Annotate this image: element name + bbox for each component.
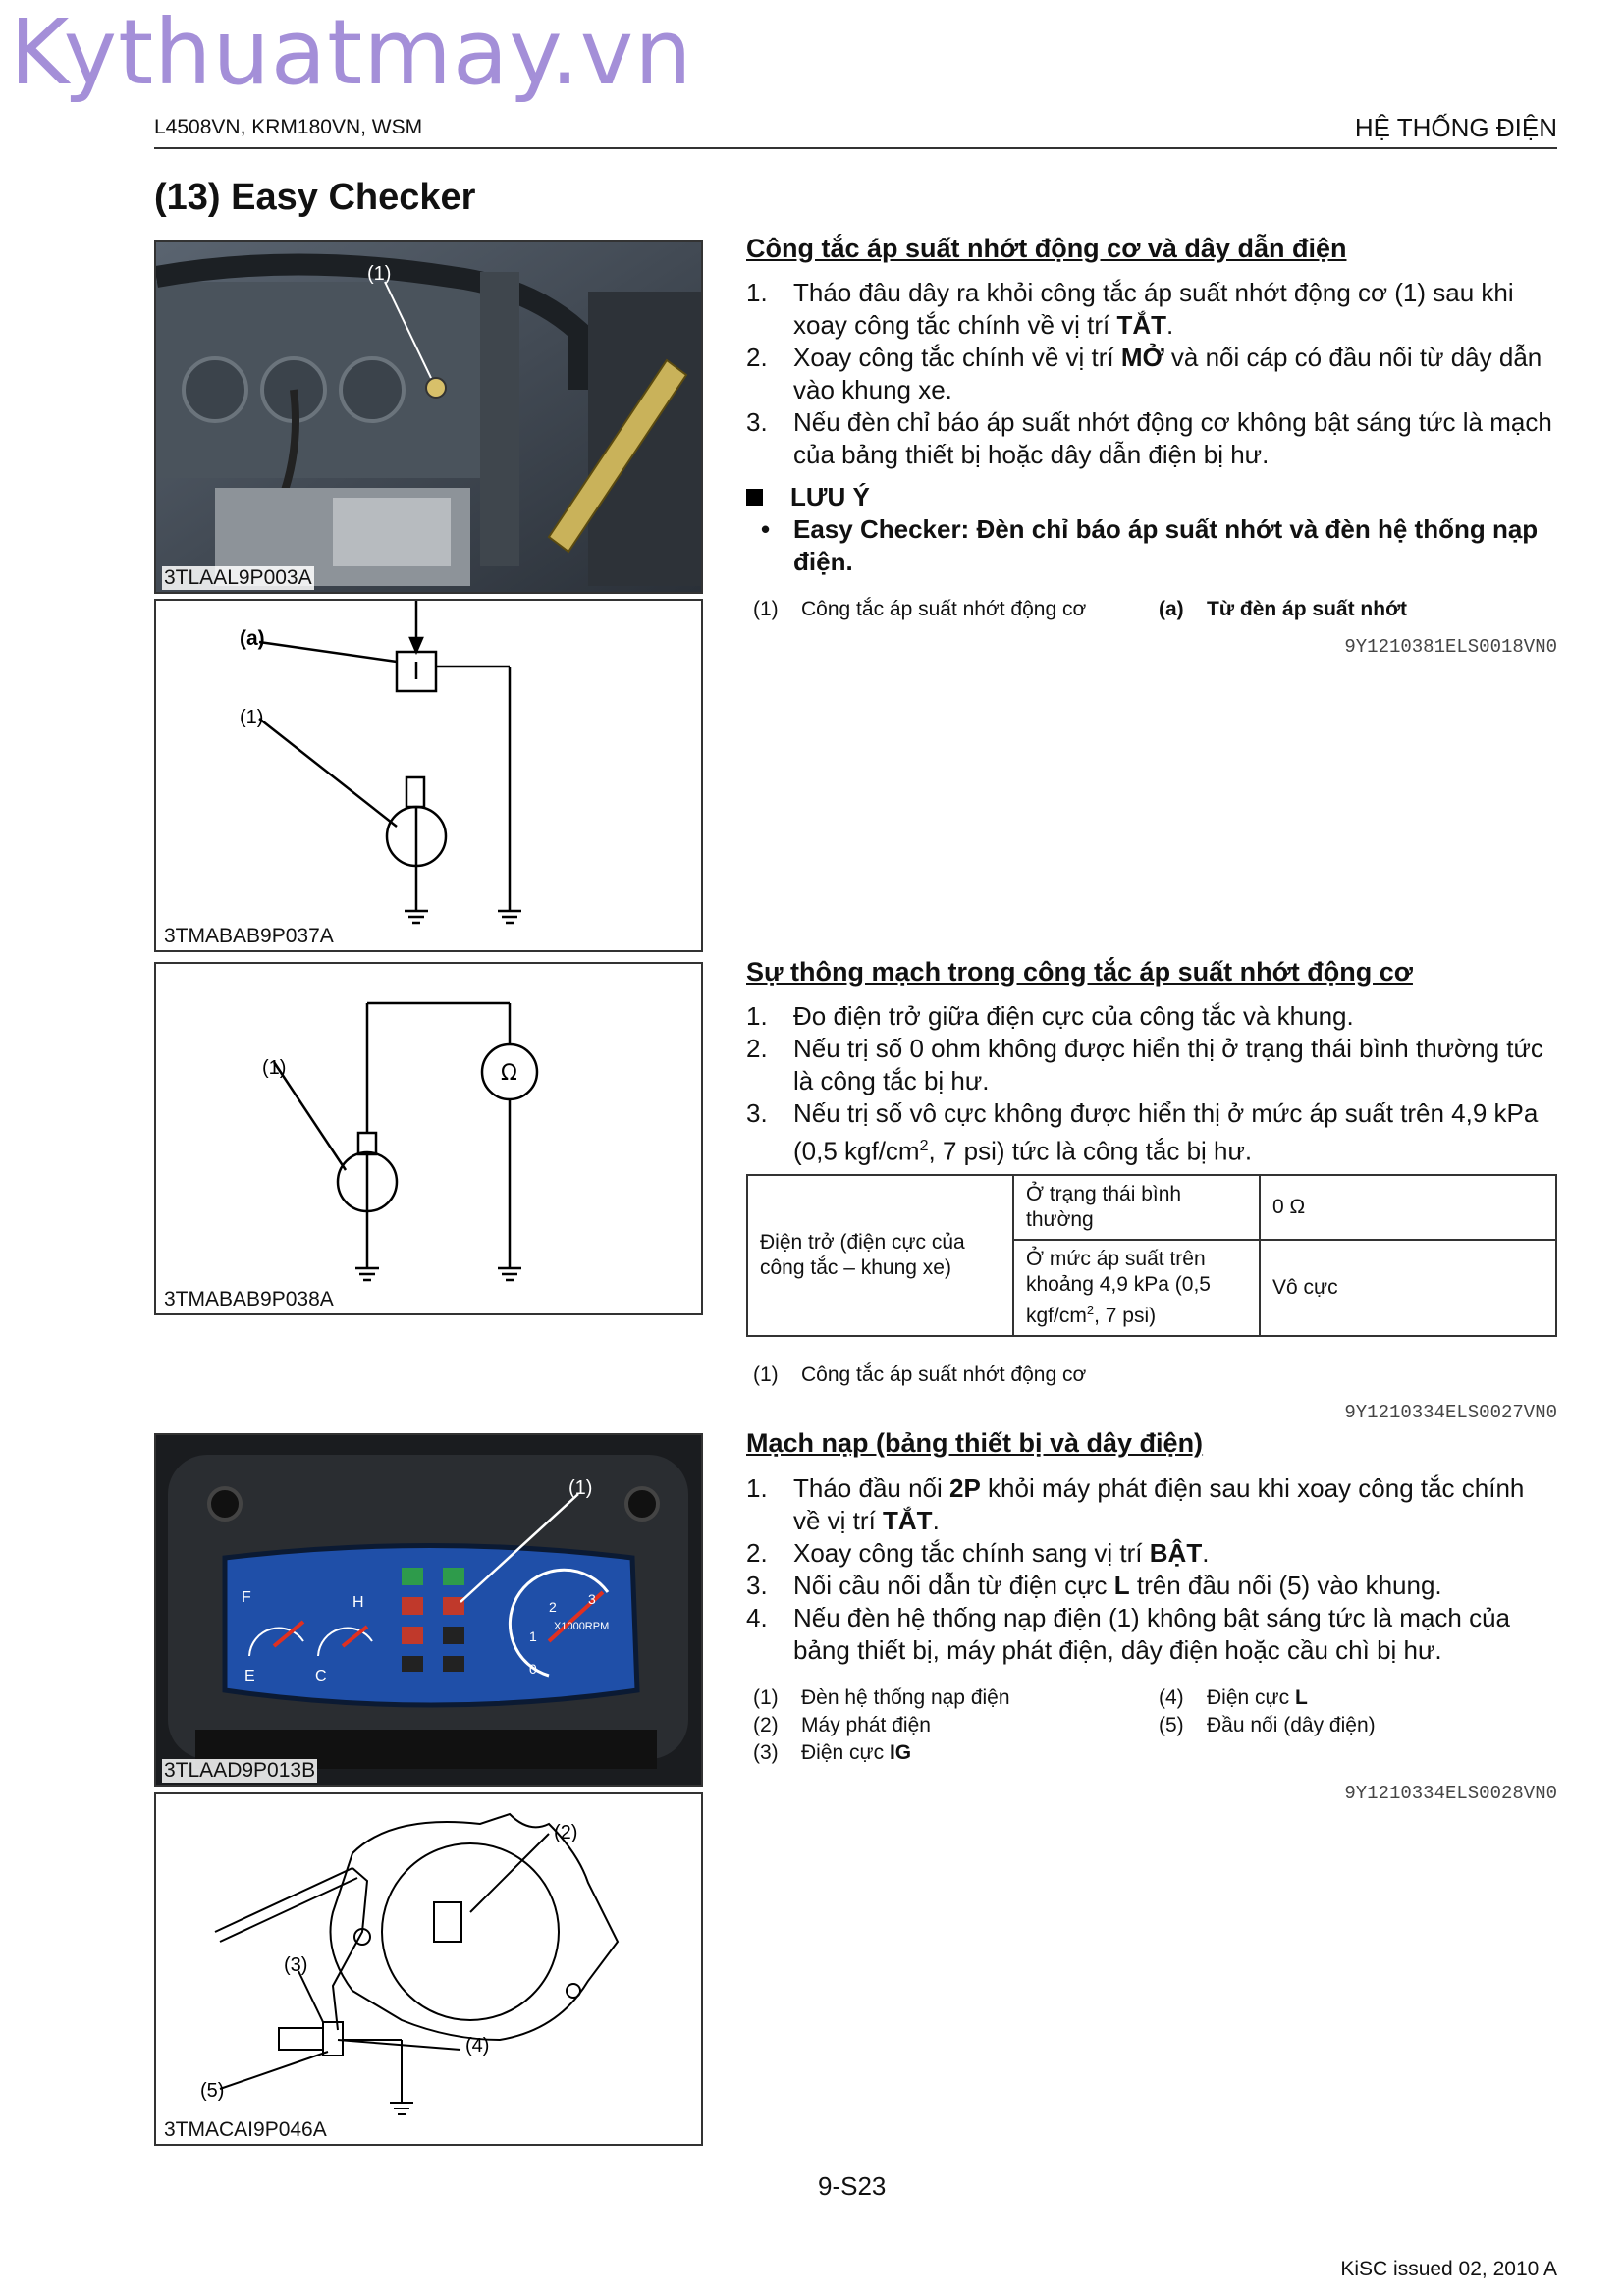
figure-ohmmeter-schematic bbox=[154, 962, 703, 1315]
note-heading: LƯU Ý bbox=[746, 482, 870, 512]
s2-title: Sự thông mạch trong công tắc áp suất nhớt động cơ bbox=[746, 957, 1413, 987]
fig4-callout-1: (1) bbox=[568, 1477, 593, 1499]
s3-steps bbox=[746, 1472, 1557, 1667]
table-cond-normal: Ở trạng thái bình thường bbox=[1013, 1175, 1260, 1240]
s1-doc-code: 9Y1210381ELS0018VN0 bbox=[1344, 636, 1557, 658]
fig2-callout-1: (1) bbox=[240, 707, 264, 728]
header-chapter: HỆ THỐNG ĐIỆN bbox=[1354, 113, 1557, 142]
figure-alternator-drawing bbox=[154, 1792, 703, 2146]
fig2-callout-a: (a) bbox=[240, 627, 265, 650]
s3-step: 3. Nối cầu nối dẫn từ điện cực L trên đầu nối (5) vào khung. bbox=[746, 1571, 1442, 1600]
alternator-drawing bbox=[156, 1794, 701, 2144]
fig1-callout-1: (1) bbox=[367, 263, 392, 285]
s3-caption: (5) Đầu nối (dây điện) bbox=[1159, 1714, 1376, 1736]
resistance-table bbox=[746, 1174, 1557, 1337]
s3-caption: (4) Điện cực L bbox=[1159, 1686, 1308, 1709]
s1-step: 2. Xoay công tắc chính về vị trí MỞ và nối cáp có đầu nối từ dây dẫn vào khung xe. bbox=[746, 343, 1542, 404]
engine-photo-illustration bbox=[156, 242, 701, 592]
table-cond-pressure: Ở mức áp suất trên khoảng 4,9 kPa (0,5 kgf/$cm^2$, 7 psi) bbox=[1013, 1240, 1260, 1336]
tach-tick-3: 3 bbox=[588, 1591, 596, 1607]
s1-step: 3. Nếu đèn chỉ báo áp suất nhớt động cơ không bật sáng tức là mạch của bảng thiết bị hoặc dây dẫn điện bị hư. bbox=[746, 407, 1552, 469]
s2-step: 3. Nếu trị số vô cực không được hiển thị ở mức áp suất trên 4,9 kPa (0,5 kgf/$cm^2$, 7 psi) tức là công tắc bị hư. bbox=[746, 1098, 1539, 1166]
s2-steps bbox=[746, 1000, 1557, 1168]
fig2-code: 3TMABAB9P037A bbox=[164, 925, 334, 947]
s2-doc-code: 9Y1210334ELS0027VN0 bbox=[1344, 1402, 1557, 1423]
s1-step: 1. Tháo đâu dây ra khỏi công tắc áp suất nhớt động cơ (1) sau khi xoay công tắc chính về vị trí TẮT. bbox=[746, 278, 1514, 340]
table-value-normal: 0 Ω bbox=[1260, 1175, 1556, 1240]
s2-step: 2. Nếu trị số 0 ohm không được hiển thị ở trạng thái bình thường tức là công tắc bị hư. bbox=[746, 1034, 1543, 1095]
table-value-pressure: Vô cực bbox=[1260, 1240, 1556, 1336]
gauge-fuel-e: E bbox=[244, 1668, 255, 1684]
page-number: 9-S23 bbox=[818, 2171, 887, 2201]
oil-switch-schematic bbox=[156, 601, 701, 950]
fig5-callout-3: (3) bbox=[284, 1954, 308, 1976]
fig5-callout-4: (4) bbox=[465, 2035, 490, 2056]
note-text: • Easy Checker: Đèn chỉ báo áp suất nhớt và đèn hệ thống nạp điện. bbox=[761, 514, 1539, 576]
header-rule bbox=[154, 147, 1557, 149]
tach-unit: X1000RPM bbox=[554, 1621, 610, 1632]
figure-engine-photo bbox=[154, 240, 703, 594]
watermark: Kythuatmay.vn bbox=[10, 0, 693, 105]
ohmmeter-schematic bbox=[156, 964, 701, 1313]
fig3-code: 3TMABAB9P038A bbox=[164, 1288, 334, 1310]
figure-oil-switch-schematic bbox=[154, 599, 703, 952]
fig4-code: 3TLAAD9P013B bbox=[164, 1759, 316, 1782]
s3-caption: (2) Máy phát điện bbox=[753, 1714, 931, 1736]
issue-label: KiSC issued 02, 2010 A bbox=[1340, 2258, 1557, 2280]
tach-tick-1: 1 bbox=[529, 1629, 537, 1644]
s1-title: Công tắc áp suất nhớt động cơ và dây dẫn điện bbox=[746, 234, 1347, 263]
s3-captions-right bbox=[1159, 1684, 1376, 1739]
s1-caption-a: (a) Từ đèn áp suất nhớt bbox=[1159, 598, 1407, 620]
s1-caption-1: (1) Công tắc áp suất nhớt động cơ bbox=[753, 598, 1087, 620]
tach-tick-2: 2 bbox=[549, 1599, 557, 1615]
s3-step: 1. Tháo đầu nối 2P khỏi máy phát điện sau khi xoay công tắc chính về vị trí TẮT. bbox=[746, 1473, 1525, 1535]
table-row-label: Điện trở (điện cực của công tắc – khung xe) bbox=[747, 1175, 1013, 1336]
fig5-callout-2: (2) bbox=[554, 1822, 578, 1843]
s1-steps bbox=[746, 277, 1557, 471]
s2-caption-1: (1) Công tắc áp suất nhớt động cơ bbox=[753, 1363, 1087, 1386]
header-model: L4508VN, KRM180VN, WSM bbox=[154, 116, 423, 138]
gauge-temp-h: H bbox=[352, 1594, 364, 1611]
s3-title: Mạch nạp (bảng thiết bị và dây điện) bbox=[746, 1428, 1204, 1458]
ohmmeter-symbol: Ω bbox=[501, 1061, 517, 1086]
note-square-icon bbox=[746, 489, 763, 506]
fig5-callout-5: (5) bbox=[200, 2080, 225, 2102]
section-title: (13) Easy Checker bbox=[154, 177, 476, 218]
fig5-code: 3TMACAI9P046A bbox=[164, 2118, 327, 2141]
fig3-callout-1: (1) bbox=[262, 1057, 287, 1079]
fig1-code: 3TLAAL9P003A bbox=[164, 566, 312, 589]
s3-step: 4. Nếu đèn hệ thống nạp điện (1) không bật sáng tức là mạch của bảng thiết bị, máy phát điện, dây điện hoặc cầu chì bị hư. bbox=[746, 1603, 1511, 1665]
s3-step: 2. Xoay công tắc chính sang vị trí BẬT. bbox=[746, 1538, 1210, 1568]
s3-caption: (3) Điện cực IG bbox=[753, 1741, 912, 1764]
figure-instrument-panel-photo bbox=[154, 1433, 703, 1787]
gauge-fuel-f: F bbox=[242, 1589, 251, 1606]
s3-doc-code: 9Y1210334ELS0028VN0 bbox=[1344, 1783, 1557, 1804]
gauge-temp-c: C bbox=[315, 1668, 327, 1684]
instrument-panel-illustration bbox=[156, 1435, 701, 1785]
s2-step: 1. Đo điện trở giữa điện cực của công tắc và khung. bbox=[746, 1001, 1354, 1031]
s3-captions-left bbox=[753, 1684, 1010, 1767]
s3-caption: (1) Đèn hệ thống nạp điện bbox=[753, 1686, 1010, 1709]
bullet-icon: • bbox=[761, 514, 771, 544]
tach-tick-0: 0 bbox=[529, 1661, 537, 1677]
